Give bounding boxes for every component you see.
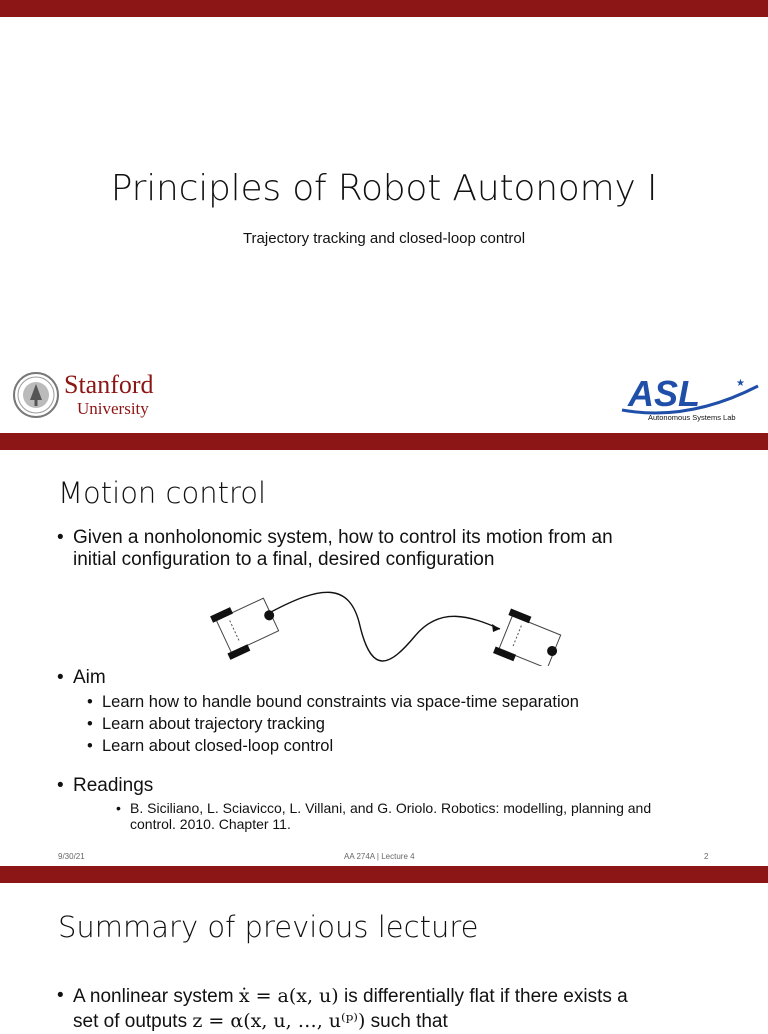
flatness-line-2-prefix: set of outputs: [73, 1011, 188, 1032]
question-line-2: initial configuration to a final, desired configuration: [73, 549, 495, 570]
top-bar: [0, 0, 768, 17]
bullet-dot: •: [57, 985, 64, 1006]
reading-item: [116, 800, 710, 832]
bullet-dot: •: [57, 527, 64, 548]
aim-item: [87, 691, 579, 713]
slide-divider-1: [0, 433, 768, 450]
motion-control-title: Motion control: [58, 476, 267, 510]
sub-bullet-dot: •: [87, 715, 93, 733]
aim-item: [87, 713, 325, 735]
aim-bullet: [57, 667, 106, 689]
footer-date: 9/30/21: [58, 852, 85, 861]
reading-line-2: control. 2010. Chapter 11.: [130, 816, 291, 832]
slide-divider-2: [0, 866, 768, 883]
bullet-dot: •: [57, 667, 64, 688]
flatness-line-2: [73, 1009, 723, 1034]
sub-bullet-dot: •: [87, 693, 93, 711]
robot-car-icon: [493, 609, 566, 666]
footer-page-number: 2: [704, 852, 709, 861]
aim-label: Aim: [73, 667, 106, 688]
flatness-bullet: [57, 984, 723, 1034]
flatness-line-1-suffix: is differentially flat if there exists a: [344, 986, 628, 1007]
aim-item-text: Learn how to handle bound constraints via space-time separation: [102, 693, 579, 711]
aim-item-text: Learn about closed-loop control: [102, 737, 334, 755]
system-equation: ẋ = a(x, u): [238, 985, 339, 1007]
stanford-university-label: University: [77, 399, 149, 418]
asl-caption: Autonomous Systems Lab: [648, 413, 736, 422]
flatness-line-1: [73, 984, 723, 1009]
readings-label: Readings: [73, 775, 154, 796]
flat-output-equation: z = α(x, u, …, u⁽ᵖ⁾): [192, 1010, 366, 1032]
flatness-line-1-prefix: A nonlinear system: [73, 986, 234, 1007]
reading-line-1: B. Siciliano, L. Sciavicco, L. Villani, and G. Oriolo. Robotics: modelling, planning and: [130, 800, 652, 816]
question-bullet: [57, 527, 733, 571]
robot-trajectory-diagram: [200, 586, 570, 666]
sub-bullet-dot: •: [116, 800, 121, 816]
slide-title: Principles of Robot Autonomy I: [110, 168, 658, 209]
flatness-line-2-suffix: such that: [370, 1011, 448, 1032]
svg-text:ASL: ASL: [628, 373, 700, 414]
stanford-wordmark: Stanford: [64, 370, 154, 399]
trajectory-path: [271, 592, 500, 661]
svg-text:★: ★: [736, 378, 745, 389]
summary-title: Summary of previous lecture: [58, 910, 479, 944]
readings-bullet: [57, 775, 154, 797]
aim-item: [87, 735, 334, 757]
aim-item-text: Learn about trajectory tracking: [102, 715, 325, 733]
bullet-dot: •: [57, 775, 64, 796]
sub-bullet-dot: •: [87, 737, 93, 755]
footer-course: AA 274A | Lecture 4: [344, 852, 415, 861]
question-line-1: Given a nonholonomic system, how to control its motion from an: [73, 527, 613, 548]
slide-subtitle: Trajectory tracking and closed-loop control: [242, 230, 526, 247]
robot-car-icon: [210, 591, 284, 659]
